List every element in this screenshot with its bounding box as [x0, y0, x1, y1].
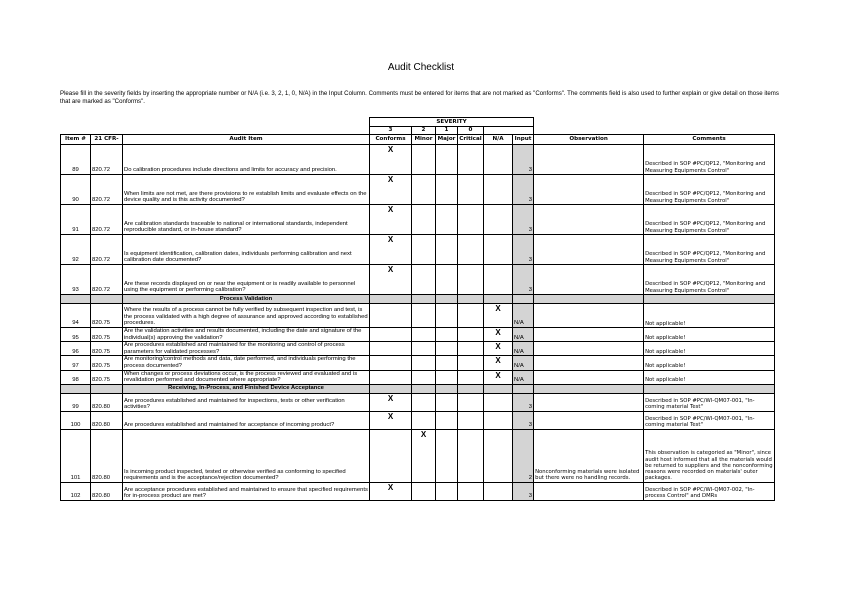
table-row	[61, 429, 775, 482]
comments-cell[interactable]: Not applicable!	[644, 342, 775, 356]
na-cell[interactable]: X	[484, 370, 513, 384]
section-title: Receiving, In-Process, and Finished Device Acceptance	[123, 384, 370, 393]
table-row	[61, 356, 775, 370]
item-number: 89	[61, 145, 91, 175]
item-number: 98	[61, 370, 91, 384]
na-cell[interactable]	[484, 205, 513, 235]
section-cell-blank	[484, 384, 513, 393]
section-cell-blank	[436, 384, 458, 393]
observation-cell[interactable]	[534, 205, 644, 235]
table-row	[61, 342, 775, 356]
critical-cell[interactable]	[458, 411, 484, 429]
cfr-reference: 820.75	[91, 370, 123, 384]
col-header-audit-item: Audit Item	[123, 135, 370, 145]
input-cell[interactable]: 3	[513, 235, 534, 265]
section-cell-blank	[370, 295, 412, 304]
item-number: 96	[61, 342, 91, 356]
input-cell[interactable]: 3	[513, 393, 534, 411]
comments-cell[interactable]: Described in SOP #PC/QP12, "Monitoring and Measuring Equipments Control"	[644, 235, 775, 265]
major-cell[interactable]	[436, 429, 458, 482]
cfr-reference: 820.75	[91, 342, 123, 356]
observation-cell[interactable]	[534, 342, 644, 356]
section-cell-blank	[458, 384, 484, 393]
table-row	[61, 304, 775, 328]
major-cell[interactable]	[436, 175, 458, 205]
audit-item-text: Are acceptance procedures established and maintained to ensure that specified requirements for in-process product are met?	[123, 482, 370, 500]
critical-cell[interactable]	[458, 145, 484, 175]
minor-cell[interactable]	[412, 145, 436, 175]
col-header-item: Item #	[61, 135, 91, 145]
col-header-observation: Observation	[534, 135, 644, 145]
table-row	[61, 328, 775, 342]
input-cell[interactable]: 3	[513, 175, 534, 205]
audit-item-text: Are these records displayed on or near the equipment or is readily available to personnel using the equipment or performing calibration?	[123, 265, 370, 295]
na-cell[interactable]	[484, 175, 513, 205]
section-cell-item	[61, 295, 91, 304]
table-row	[61, 393, 775, 411]
major-cell[interactable]	[436, 145, 458, 175]
conforms-cell[interactable]: X	[370, 393, 412, 411]
col-header-cfr: 21 CFR-	[91, 135, 123, 145]
na-cell[interactable]: X	[484, 356, 513, 370]
major-cell[interactable]	[436, 370, 458, 384]
na-cell[interactable]	[484, 411, 513, 429]
cfr-reference: 820.80	[91, 411, 123, 429]
item-number: 102	[61, 482, 91, 500]
observation-cell[interactable]	[534, 370, 644, 384]
minor-cell[interactable]: X	[412, 429, 436, 482]
audit-item-text: Are procedures established and maintained for acceptance of incoming product?	[123, 411, 370, 429]
conforms-cell[interactable]: X	[370, 265, 412, 295]
critical-cell[interactable]	[458, 175, 484, 205]
critical-cell[interactable]	[458, 205, 484, 235]
observation-cell[interactable]	[534, 304, 644, 328]
comments-cell[interactable]: Not applicable!	[644, 370, 775, 384]
input-cell[interactable]: 3	[513, 265, 534, 295]
na-cell[interactable]: X	[484, 342, 513, 356]
major-cell[interactable]	[436, 393, 458, 411]
section-cell-blank	[513, 384, 534, 393]
section-cell-blank	[436, 295, 458, 304]
item-number: 91	[61, 205, 91, 235]
observation-cell[interactable]	[534, 411, 644, 429]
minor-cell[interactable]	[412, 356, 436, 370]
minor-cell[interactable]	[412, 175, 436, 205]
section-title: Process Validation	[123, 295, 370, 304]
section-cell-blank	[484, 295, 513, 304]
audit-item-text: Are procedures established and maintained for inspections, tests or other verification activities?	[123, 393, 370, 411]
cfr-reference: 820.75	[91, 304, 123, 328]
minor-cell[interactable]	[412, 328, 436, 342]
na-cell[interactable]	[484, 265, 513, 295]
instructions-text: Please fill in the severity fields by inserting the appropriate number or N/A (i.e. 3, 2, 1, 0, N/A) in the Input Column. Comments must be entered for items that are not marked as "Conforms". The comments field is also used to further explain or give detail on those items that are marked as "Conforms".	[60, 90, 779, 105]
section-header-row	[61, 384, 775, 393]
na-cell[interactable]	[484, 429, 513, 482]
item-number: 94	[61, 304, 91, 328]
critical-cell[interactable]	[458, 393, 484, 411]
table-row	[61, 175, 775, 205]
minor-cell[interactable]	[412, 411, 436, 429]
comments-cell[interactable]: This observation is categoried as "Minor", since audit host informed that all the materials would be returned to suppliers and the nonconforming reasons were recorded on materials' outer packages.	[644, 429, 775, 482]
comments-cell[interactable]: Described in SOP #PC/WI-QM07-001, "In-coming material Test"	[644, 411, 775, 429]
conforms-cell[interactable]: X	[370, 175, 412, 205]
col-header-input: Input	[513, 135, 534, 145]
table-row	[61, 370, 775, 384]
input-cell[interactable]: 3	[513, 482, 534, 500]
input-cell[interactable]: 3	[513, 205, 534, 235]
critical-cell[interactable]	[458, 370, 484, 384]
na-cell[interactable]	[484, 393, 513, 411]
observation-cell[interactable]: Nonconforming materials were isolated but there were no handling records.	[534, 429, 644, 482]
section-cell-blank	[534, 295, 644, 304]
conforms-cell[interactable]	[370, 370, 412, 384]
cfr-reference: 820.80	[91, 429, 123, 482]
observation-cell[interactable]	[534, 235, 644, 265]
col-header-comments: Comments	[644, 135, 775, 145]
comments-cell[interactable]: Described in SOP #PC/WI-QM07-002, "In-process Control" and DMRs	[644, 482, 775, 500]
item-number: 100	[61, 411, 91, 429]
table-row	[61, 205, 775, 235]
comments-cell[interactable]: Described in SOP #PC/QP12, "Monitoring and Measuring Equipments Control"	[644, 175, 775, 205]
cfr-reference: 820.75	[91, 356, 123, 370]
audit-item-text: Are the validation activities and results documented, including the date and signature of the individual(s) approving the validation?	[123, 328, 370, 342]
input-cell[interactable]: N/A	[513, 342, 534, 356]
item-number: 93	[61, 265, 91, 295]
input-cell[interactable]: 3	[513, 145, 534, 175]
audit-item-text: When changes or process deviations occur, is the process reviewed and evaluated and is revalidation performed and documented where appropriate?	[123, 370, 370, 384]
cfr-reference: 820.72	[91, 265, 123, 295]
table-row	[61, 482, 775, 500]
audit-checklist-table	[60, 117, 775, 501]
major-cell[interactable]	[436, 235, 458, 265]
critical-cell[interactable]	[458, 342, 484, 356]
observation-cell[interactable]	[534, 482, 644, 500]
item-number: 101	[61, 429, 91, 482]
critical-cell[interactable]	[458, 482, 484, 500]
section-cell-blank	[412, 295, 436, 304]
major-cell[interactable]	[436, 265, 458, 295]
input-cell[interactable]: N/A	[513, 356, 534, 370]
minor-cell[interactable]	[412, 482, 436, 500]
major-cell[interactable]	[436, 328, 458, 342]
major-cell[interactable]	[436, 205, 458, 235]
item-number: 97	[61, 356, 91, 370]
conforms-cell[interactable]: X	[370, 145, 412, 175]
observation-cell[interactable]	[534, 328, 644, 342]
audit-item-text: Is incoming product inspected, tested or otherwise verified as conforming to specified requirements and is the acceptance/rejection documented?	[123, 429, 370, 482]
critical-cell[interactable]	[458, 429, 484, 482]
input-cell[interactable]: N/A	[513, 304, 534, 328]
audit-item-text: Are procedures established and maintained for the monitoring and control of process parameters for validated processes?	[123, 342, 370, 356]
item-number: 99	[61, 393, 91, 411]
comments-cell[interactable]: Not applicable!	[644, 328, 775, 342]
critical-cell[interactable]	[458, 328, 484, 342]
cfr-reference: 820.72	[91, 145, 123, 175]
section-cell-cfr	[91, 295, 123, 304]
critical-cell[interactable]	[458, 235, 484, 265]
input-cell[interactable]: N/A	[513, 370, 534, 384]
major-cell[interactable]	[436, 482, 458, 500]
table-row	[61, 235, 775, 265]
section-cell-blank	[458, 295, 484, 304]
cfr-reference: 820.72	[91, 175, 123, 205]
cfr-reference: 820.72	[91, 205, 123, 235]
conforms-cell[interactable]	[370, 356, 412, 370]
na-cell[interactable]	[484, 482, 513, 500]
conforms-cell[interactable]	[370, 342, 412, 356]
table-row	[61, 265, 775, 295]
minor-cell[interactable]	[412, 304, 436, 328]
severity-level-3: 3	[370, 127, 412, 135]
conforms-cell[interactable]	[370, 429, 412, 482]
input-cell[interactable]: 2	[513, 429, 534, 482]
section-cell-blank	[644, 384, 775, 393]
col-header-na: N/A	[484, 135, 513, 145]
comments-cell[interactable]: Described in SOP #PC/WI-QM07-001, "In-coming material Test"	[644, 393, 775, 411]
table-row	[61, 145, 775, 175]
minor-cell[interactable]	[412, 370, 436, 384]
conforms-cell[interactable]: X	[370, 205, 412, 235]
comments-cell[interactable]: Not applicable!	[644, 304, 775, 328]
col-header-major: Major	[436, 135, 458, 145]
minor-cell[interactable]	[412, 265, 436, 295]
na-cell[interactable]: X	[484, 328, 513, 342]
cfr-reference: 820.80	[91, 393, 123, 411]
conforms-cell[interactable]: X	[370, 411, 412, 429]
col-header-critical: Critical	[458, 135, 484, 145]
section-cell-item	[61, 384, 91, 393]
conforms-cell[interactable]: X	[370, 482, 412, 500]
minor-cell[interactable]	[412, 393, 436, 411]
minor-cell[interactable]	[412, 205, 436, 235]
table-row	[61, 411, 775, 429]
conforms-cell[interactable]	[370, 328, 412, 342]
section-header-row	[61, 295, 775, 304]
cfr-reference: 820.72	[91, 235, 123, 265]
observation-cell[interactable]	[534, 265, 644, 295]
comments-cell[interactable]: Described in SOP #PC/QP12, "Monitoring and Measuring Equipments Control"	[644, 145, 775, 175]
audit-item-text: Do calibration procedures include directions and limits for accuracy and precision.	[123, 145, 370, 175]
severity-level-2: 2	[412, 127, 436, 135]
cfr-reference: 820.80	[91, 482, 123, 500]
col-header-conforms: Conforms	[370, 135, 412, 145]
section-cell-cfr	[91, 384, 123, 393]
audit-item-text: Are calibration standards traceable to national or international standards, independent reproducible standard, or in-house standard?	[123, 205, 370, 235]
observation-cell[interactable]	[534, 393, 644, 411]
observation-cell[interactable]	[534, 175, 644, 205]
critical-cell[interactable]	[458, 265, 484, 295]
na-cell[interactable]	[484, 235, 513, 265]
section-cell-blank	[534, 384, 644, 393]
item-number: 90	[61, 175, 91, 205]
audit-item-text: Are monitoring/control methods and data, date performed, and individuals performing the process documented?	[123, 356, 370, 370]
section-cell-blank	[513, 295, 534, 304]
critical-cell[interactable]	[458, 304, 484, 328]
audit-item-text: When limits are not met, are there provisions to re establish limits and evaluate effects on the device quality and is this activity documented?	[123, 175, 370, 205]
comments-cell[interactable]: Not applicable!	[644, 356, 775, 370]
major-cell[interactable]	[436, 411, 458, 429]
severity-header: SEVERITY	[370, 118, 534, 127]
item-number: 92	[61, 235, 91, 265]
na-cell[interactable]	[484, 145, 513, 175]
audit-item-text: Where the results of a process cannot be fully verified by subsequent inspection and test, is the process validated with a high degree of assurance and approved according to established procedures.	[123, 304, 370, 328]
audit-item-text: Is equipment identification, calibration dates, individuals performing calibration and next calibration date documented?	[123, 235, 370, 265]
input-cell[interactable]: 3	[513, 411, 534, 429]
page-title: Audit Checklist	[387, 62, 455, 73]
col-header-minor: Minor	[412, 135, 436, 145]
severity-level-0: 0	[458, 127, 484, 135]
minor-cell[interactable]	[412, 235, 436, 265]
severity-level-1: 1	[436, 127, 458, 135]
section-cell-blank	[644, 295, 775, 304]
conforms-cell[interactable]	[370, 304, 412, 328]
input-cell[interactable]: N/A	[513, 328, 534, 342]
major-cell[interactable]	[436, 342, 458, 356]
section-cell-blank	[370, 384, 412, 393]
observation-cell[interactable]	[534, 145, 644, 175]
section-cell-blank	[412, 384, 436, 393]
cfr-reference: 820.75	[91, 328, 123, 342]
minor-cell[interactable]	[412, 342, 436, 356]
critical-cell[interactable]	[458, 356, 484, 370]
major-cell[interactable]	[436, 356, 458, 370]
conforms-cell[interactable]: X	[370, 235, 412, 265]
major-cell[interactable]	[436, 304, 458, 328]
comments-cell[interactable]: Described in SOP #PC/QP12, "Monitoring and Measuring Equipments Control"	[644, 265, 775, 295]
na-cell[interactable]: X	[484, 304, 513, 328]
observation-cell[interactable]	[534, 356, 644, 370]
comments-cell[interactable]: Described in SOP #PC/QP12, "Monitoring and Measuring Equipments Control"	[644, 205, 775, 235]
item-number: 95	[61, 328, 91, 342]
